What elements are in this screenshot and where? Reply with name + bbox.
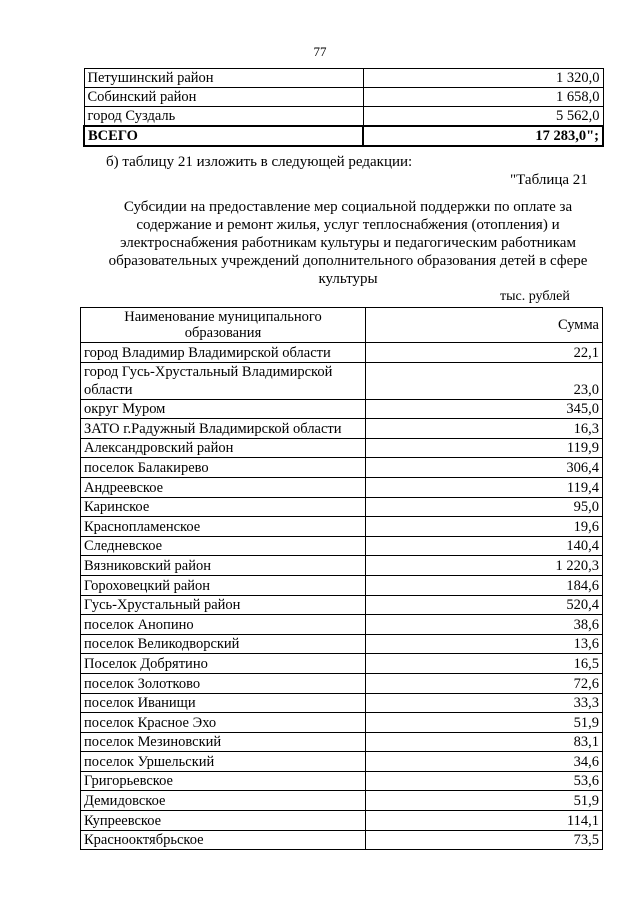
municipality-name-line: город Владимир Владимирской области	[84, 344, 331, 361]
title-line: содержание и ремонт жилья, услуг теплоснабжения (отопления) и	[136, 217, 560, 233]
table-row	[81, 615, 603, 635]
row-name: город Суздаль	[84, 107, 363, 127]
table-row	[84, 69, 603, 88]
row-value: 5 562,0	[363, 107, 603, 127]
title-line: культуры	[318, 271, 378, 287]
table-row	[81, 713, 603, 733]
table-row	[81, 536, 603, 556]
subsidy-amount: 19,6	[366, 517, 603, 537]
municipality-name	[81, 419, 366, 439]
municipality-name	[81, 458, 366, 478]
table-row	[84, 88, 603, 107]
subsidy-amount: 1 220,3	[366, 556, 603, 576]
municipality-name-line: Поселок Добрятино	[84, 655, 208, 672]
subsidy-amount: 72,6	[366, 673, 603, 693]
municipality-name-line: Краснооктябрьское	[84, 832, 204, 849]
municipality-name	[81, 752, 366, 772]
table-row	[81, 438, 603, 458]
subsidy-amount: 51,9	[366, 791, 603, 811]
municipality-name	[81, 811, 366, 831]
municipality-name-line: поселок Анопино	[84, 616, 194, 633]
subsidy-amount: 119,9	[366, 438, 603, 458]
municipality-name-line: поселок Мезиновский	[84, 734, 222, 751]
subsidy-amount: 306,4	[366, 458, 603, 478]
table-row	[81, 399, 603, 419]
municipality-name	[81, 693, 366, 713]
header-row	[81, 308, 603, 343]
total-label: ВСЕГО	[84, 126, 363, 146]
municipality-name	[81, 362, 366, 399]
municipality-name	[81, 830, 366, 850]
table-row	[81, 654, 603, 674]
table-row	[81, 497, 603, 517]
subsidy-amount: 114,1	[366, 811, 603, 831]
municipality-name	[81, 791, 366, 811]
amendment-paragraph: б) таблицу 21 изложить в следующей редакции:	[106, 154, 413, 170]
municipality-name-line: Краснопламенское	[84, 518, 201, 535]
total-row	[84, 126, 603, 146]
municipality-name-line: Следневское	[84, 538, 163, 555]
municipality-name-line: Александровский район	[84, 440, 234, 457]
table-row	[81, 673, 603, 693]
municipality-name-line: поселок Великодворский	[84, 636, 240, 653]
subsidy-amount: 16,3	[366, 419, 603, 439]
subsidy-amount: 95,0	[366, 497, 603, 517]
municipality-name-line: Купреевское	[84, 812, 162, 829]
table-row	[81, 362, 603, 399]
page-number: 77	[313, 44, 327, 59]
municipality-name-line: поселок Иванищи	[84, 695, 196, 712]
table-row	[81, 732, 603, 752]
table-row	[81, 343, 603, 363]
municipality-name-line: Григорьевское	[84, 773, 173, 790]
subsidy-amount: 53,6	[366, 771, 603, 791]
municipality-name-line: поселок Красное Эхо	[84, 714, 217, 731]
row-name: Собинский район	[84, 88, 363, 107]
municipality-name	[81, 732, 366, 752]
municipality-name-line: Андреевское	[84, 479, 164, 496]
municipality-name	[81, 536, 366, 556]
row-name: Петушинский район	[84, 69, 363, 88]
municipality-name-line: Каринское	[84, 499, 150, 516]
municipality-name	[81, 575, 366, 595]
total-value: 17 283,0";	[363, 126, 603, 146]
table-row	[81, 752, 603, 772]
municipality-name	[81, 673, 366, 693]
municipality-name-line: поселок Балакирево	[84, 459, 209, 476]
table-row	[81, 556, 603, 576]
municipality-name-line: округ Муром	[84, 401, 166, 418]
table-row	[81, 517, 603, 537]
subsidy-amount: 22,1	[366, 343, 603, 363]
municipality-name	[81, 517, 366, 537]
title-line: электроснабжения работникам культуры и педагогическим работникам	[120, 235, 576, 251]
row-value: 1 658,0	[363, 88, 603, 107]
header-name-cell	[81, 308, 366, 343]
municipality-name	[81, 556, 366, 576]
municipality-name	[81, 343, 366, 363]
table-reference: "Таблица 21	[510, 172, 588, 188]
table-row	[81, 419, 603, 439]
municipality-name	[81, 654, 366, 674]
subsidy-amount: 345,0	[366, 399, 603, 419]
municipality-name	[81, 595, 366, 615]
municipality-name-line: ЗАТО г.Радужный Владимирской области	[84, 420, 342, 437]
subsidy-amount: 119,4	[366, 477, 603, 497]
table-row	[81, 693, 603, 713]
municipality-name-line: области	[84, 381, 133, 398]
table-title	[88, 198, 608, 288]
subsidy-amount: 13,6	[366, 634, 603, 654]
municipality-name	[81, 771, 366, 791]
table-row	[81, 791, 603, 811]
table-row	[81, 477, 603, 497]
title-line: образовательных учреждений дополнительного образования детей в сфере	[108, 253, 588, 269]
municipality-name	[81, 497, 366, 517]
row-value: 1 320,0	[363, 69, 603, 88]
municipality-name-line: поселок Уршельский	[84, 753, 215, 770]
municipality-name-line: поселок Золотково	[84, 675, 201, 692]
municipality-name-line: Демидовское	[84, 793, 166, 810]
municipality-name	[81, 477, 366, 497]
header-name-line: образования	[184, 325, 262, 341]
municipality-name	[81, 399, 366, 419]
subsidy-amount: 83,1	[366, 732, 603, 752]
municipality-name	[81, 615, 366, 635]
subsidy-amount: 34,6	[366, 752, 603, 772]
subsidy-amount: 520,4	[366, 595, 603, 615]
table-row	[81, 771, 603, 791]
table-row	[81, 595, 603, 615]
subsidy-amount: 184,6	[366, 575, 603, 595]
subsidy-table	[80, 307, 603, 850]
municipality-name-line: Вязниковский район	[84, 557, 211, 574]
municipality-name	[81, 634, 366, 654]
header-name-line: Наименование муниципального	[124, 309, 322, 325]
municipality-name-line: город Гусь-Хрустальный Владимирской	[84, 363, 333, 380]
table-row	[81, 830, 603, 850]
table-row	[81, 575, 603, 595]
subsidy-amount: 23,0	[366, 362, 603, 399]
subsidy-amount: 16,5	[366, 654, 603, 674]
subsidy-amount: 38,6	[366, 615, 603, 635]
units-label: тыс. рублей	[500, 289, 570, 304]
header-sum-cell: Сумма	[366, 308, 603, 343]
table-row	[81, 458, 603, 478]
table-row	[84, 107, 603, 127]
subsidy-amount: 73,5	[366, 830, 603, 850]
municipality-name-line: Гороховецкий район	[84, 577, 211, 594]
table-row	[81, 811, 603, 831]
municipality-name	[81, 713, 366, 733]
subsidy-amount: 51,9	[366, 713, 603, 733]
subsidy-amount: 33,3	[366, 693, 603, 713]
municipality-name-line: Гусь-Хрустальный район	[84, 597, 241, 614]
table-row	[81, 634, 603, 654]
continued-table	[83, 68, 604, 147]
subsidy-amount: 140,4	[366, 536, 603, 556]
municipality-name	[81, 438, 366, 458]
title-line: Субсидии на предоставление мер социальной поддержки по оплате за	[123, 199, 573, 215]
